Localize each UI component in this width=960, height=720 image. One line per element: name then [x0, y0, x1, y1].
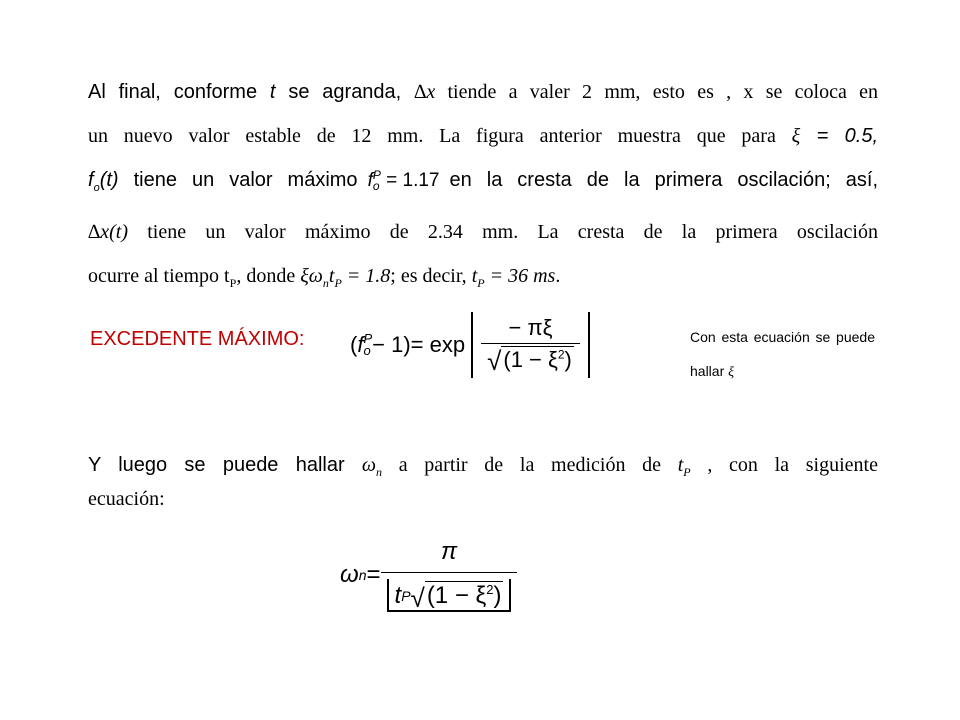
text-sub: P [229, 276, 237, 290]
eq-f: f [367, 170, 373, 192]
eq-sqrt [487, 345, 574, 376]
text-t: t [677, 454, 684, 476]
text-t: t [471, 265, 478, 287]
text-sub: P [334, 276, 342, 290]
paragraph-1-line-4 [88, 210, 878, 254]
text: un nuevo valor estable de 12 mm. La figura anterior muestra que para [88, 125, 792, 147]
paragraph-2-line-1 [88, 452, 878, 486]
text-var-t: t [269, 81, 276, 103]
text: ; es decir, [390, 265, 472, 287]
note-text: Con esta ecuación se puede hallar [690, 329, 875, 379]
note-xi: ξ [728, 365, 735, 380]
text: tiene un valor máximo de 2.34 mm. La cresta de la primera oscilación [128, 221, 878, 243]
text-sub: n [376, 465, 382, 479]
eq-sqrt-body [425, 581, 504, 610]
eq-exp: = exp [410, 332, 466, 357]
eq-sup: 2 [557, 347, 565, 362]
eq-sup: 2 [486, 582, 494, 597]
paragraph-1-line-2 [88, 114, 878, 158]
eq-denominator [481, 343, 580, 376]
eq-text: (1 − ξ [503, 346, 558, 372]
eq-bracket [387, 579, 512, 612]
paragraph-2 [88, 452, 878, 513]
eq-sqrt [410, 581, 504, 613]
text-f: f [88, 169, 94, 191]
paragraph-2-line-2: ecuación: [88, 488, 165, 510]
text-xi: ξ [791, 125, 801, 147]
text: tiende a valer 2 mm, esto es , x se coloca en [435, 81, 878, 103]
eq-sub: o [363, 343, 371, 358]
text-omega: ω [361, 454, 376, 476]
eq-denominator [381, 572, 518, 612]
side-note [690, 320, 875, 390]
text-sub: P [477, 276, 485, 290]
eq-omega: ω [340, 561, 359, 588]
eq-fraction [481, 315, 580, 376]
sqrt-icon: √ [487, 345, 502, 376]
text: tiene un valor máximo [118, 169, 358, 191]
eq-value: = 1.17 [380, 170, 440, 192]
eq-fraction [381, 538, 518, 612]
text-sub: P [683, 465, 691, 479]
text-sub: o [93, 182, 100, 194]
eq-text: ) [493, 582, 502, 609]
equation-natural-frequency [340, 530, 517, 620]
paragraph-1-line-5 [88, 254, 878, 305]
eq-sqrt-body [501, 346, 574, 373]
text-t: t [328, 265, 335, 287]
text: , donde [236, 265, 301, 287]
paragraph-1-line-3 [88, 158, 878, 210]
eq-sub: o [372, 179, 380, 194]
text: Y luego se puede hallar [88, 454, 362, 476]
text: Al final, conforme [88, 81, 270, 103]
eq-f: f [357, 332, 364, 357]
text: , con la siguiente [690, 454, 878, 476]
text: se agranda, [275, 81, 415, 103]
text: = 36 ms [484, 265, 556, 287]
eq-numerator-pi: π [440, 538, 458, 565]
text: . [555, 265, 561, 287]
text: a partir de la medición de [382, 454, 678, 476]
eq-sup: P [363, 331, 373, 346]
eq-sub: n [358, 567, 367, 583]
text: ocurre al tiempo t [88, 265, 230, 287]
eq-sub: P [401, 587, 411, 604]
eq-text: − 1) [372, 332, 411, 357]
eq-numerator: − πξ [508, 314, 553, 340]
paragraph-1-line-1 [88, 70, 878, 114]
text-xi-omega: ξω [300, 265, 323, 287]
eq-t: t [394, 581, 402, 609]
text-delta-x-t: ∆x(t) [88, 221, 128, 243]
eq-text: (1 − ξ [426, 582, 487, 609]
text-sub: n [322, 276, 329, 290]
text: en la cresta de la primera oscilación; así, [449, 169, 878, 191]
eq-paren: ( [350, 332, 358, 357]
heading-excedente-maximo: EXCEDENTE MÁXIMO: [90, 328, 305, 350]
inline-equation-fop [368, 170, 440, 192]
eq-equals: = [366, 561, 381, 588]
sqrt-icon: √ [410, 583, 425, 613]
text: (t) [99, 169, 119, 191]
eq-text: ) [564, 346, 572, 372]
text-delta-x: ∆x [414, 81, 436, 103]
paragraph-1 [88, 70, 878, 305]
equation-overshoot [350, 312, 590, 378]
eq-sup: P [372, 168, 381, 183]
text: = 0.5, [800, 125, 879, 147]
text: = 1.8 [341, 265, 391, 287]
eq-bracket [471, 312, 590, 378]
